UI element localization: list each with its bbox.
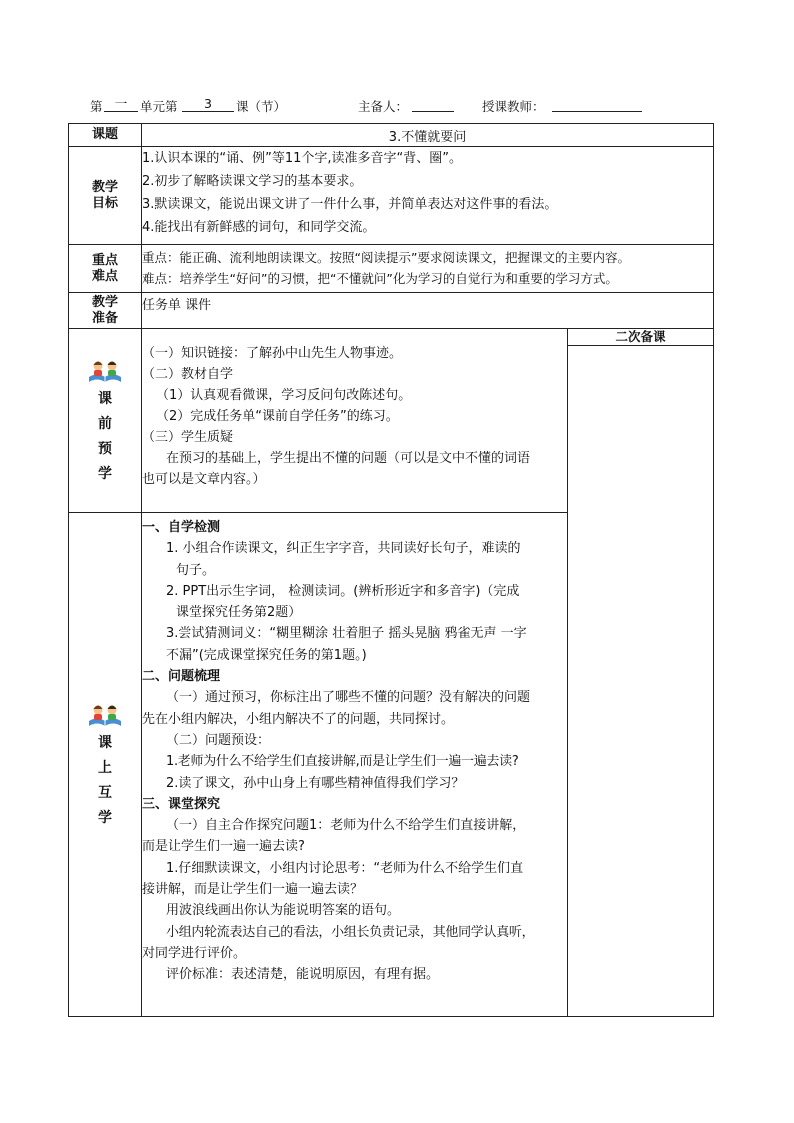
classwork-line: 小组内轮流表达自己的看法，小组长负责记录，其他同学认真听， — [166, 924, 535, 940]
preview-label — [69, 387, 141, 487]
key-row — [69, 245, 714, 293]
classwork-line: 用波浪线画出你认为能说明答案的语句。 — [166, 903, 401, 919]
prep-label — [69, 293, 142, 329]
preview-line: （1）认真观看微课，学习反问句改陈述句。 — [156, 388, 412, 403]
key-content — [142, 245, 714, 293]
section-title: 三、课堂探究 — [142, 796, 221, 812]
preview-line: 在预习的基础上，学生提出不懂的问题（可以是文中不懂的词语 — [166, 451, 531, 466]
topic-label: 课题 — [69, 124, 142, 147]
classwork-line: 先在小组内解决，小组内解决不了的问题，共同探讨。 — [142, 711, 455, 727]
preview-line: （一）知识链接：了解孙中山先生人物事迹。 — [142, 346, 403, 361]
classwork-line: （二）问题预设： — [166, 732, 271, 748]
classwork-label — [69, 731, 141, 831]
reading-kids-icon — [85, 355, 125, 385]
goals-list — [142, 147, 714, 245]
preview-line: （二）教材自学 — [142, 367, 234, 382]
teacher-blank[interactable] — [552, 97, 642, 112]
classwork-label-char: 课 — [98, 734, 112, 751]
preview-label-cell — [69, 329, 142, 513]
classwork-label-char: 上 — [98, 759, 112, 776]
goals-label-line1: 教学 — [91, 179, 118, 195]
section-title: 一、自学检测 — [142, 520, 221, 535]
preview-line: （2）完成任务单“课前自学任务”的练习。 — [156, 409, 399, 424]
lesson-suffix: 课（节） — [236, 99, 287, 114]
classwork-line: 3.尝试猜测词义：“糊里糊涂 壮着胆子 摇头晃脑 鸦雀无声 一字 — [166, 626, 527, 642]
goal-item: 1.认识本课的“诵、例”等11个字,读准多音字“背、圈”。 — [142, 151, 463, 166]
topic-row — [69, 124, 714, 147]
classwork-label-char: 学 — [98, 809, 112, 826]
prep-label-line2: 准备 — [91, 310, 118, 326]
goals-row — [69, 147, 714, 245]
goal-item: 2.初步了解略读课文学习的基本要求。 — [142, 174, 363, 189]
goal-item: 3.默读课文，能说出课文讲了一件什么事，并简单表达对这件事的看法。 — [142, 197, 558, 212]
classwork-question: 1.老师为什么不给学生们直接讲解,而是让学生们一遍一遍去读? — [166, 754, 519, 770]
page-header — [90, 97, 710, 115]
preview-label-char: 学 — [98, 465, 112, 482]
preview-row — [69, 329, 714, 513]
prep-label-line1: 教学 — [91, 294, 118, 310]
unit-prefix: 第 — [90, 99, 103, 114]
key-point: 重点：能正确、流利地朗读课文。按照“阅读提示”要求阅读课文，把握课文的主要内容。 — [142, 250, 630, 265]
classwork-line: 课堂探究任务第2题） — [176, 605, 302, 621]
teacher-label: 授课教师： — [482, 99, 545, 114]
key-label — [69, 245, 142, 293]
goals-label-line2: 目标 — [91, 195, 118, 211]
classwork-line: 而是让学生们一遍一遍去读? — [142, 839, 305, 855]
goals-label — [69, 147, 142, 245]
classwork-line: 对同学进行评价。 — [142, 945, 247, 961]
preview-label-char: 预 — [98, 440, 112, 457]
prep-row — [69, 293, 714, 329]
classwork-label-char: 互 — [98, 784, 112, 801]
goal-item: 4.能找出有新鲜感的词句，和同学交流。 — [142, 220, 376, 235]
reading-kids-icon — [85, 699, 125, 729]
unit-number: 一 — [104, 97, 138, 112]
preview-line: （三）学生质疑 — [142, 430, 234, 445]
classwork-line: 2. PPT出示生字词， 检测读词。(辨析形近字和多音字)（完成 — [166, 583, 520, 599]
classwork-line: 接讲解，而是让学生们一遍一遍去读？ — [142, 882, 364, 898]
preparer-label: 主备人： — [358, 99, 409, 114]
classwork-line: 1.仔细默读课文，小组内讨论思考：“老师为什么不给学生们直 — [166, 860, 524, 876]
preview-label-char: 课 — [98, 390, 112, 407]
classwork-line: 句子。 — [176, 562, 216, 578]
topic-title: 3.不懂就要问 — [142, 124, 714, 147]
classwork-line: 不漏”(完成课堂探究任务的第1题。) — [166, 647, 367, 663]
second-prep-cell — [568, 329, 714, 1017]
classwork-question: 2.读了课文，孙中山身上有哪些精神值得我们学习？ — [166, 775, 465, 791]
classwork-label-cell — [69, 513, 142, 1017]
lesson-plan-table — [68, 123, 714, 1017]
prep-content: 任务单 课件 — [142, 293, 714, 329]
preview-label-char: 前 — [98, 415, 112, 432]
preparer-blank[interactable] — [412, 97, 454, 112]
section-title: 二、问题梳理 — [142, 669, 221, 685]
preview-content — [142, 329, 568, 513]
second-prep-header: 二次备课 — [568, 329, 713, 346]
classwork-line: 1. 小组合作读课文，纠正生字字音，共同读好长句子，难读的 — [166, 541, 521, 557]
difficulty-point: 难点：培养学生“好问”的习惯，把“不懂就问”化为学习的自觉行为和重要的学习方式。 — [142, 271, 618, 286]
key-label-line1: 重点 — [91, 252, 118, 268]
key-label-line2: 难点 — [91, 268, 118, 284]
classwork-line: （一）通过预习，你标注出了哪些不懂的问题？没有解决的问题 — [166, 690, 531, 706]
lesson-number: 3 — [182, 97, 234, 112]
classwork-line: （一）自主合作探究问题1：老师为什么不给学生们直接讲解， — [166, 818, 526, 834]
classwork-line: 评价标准：表述清楚，能说明原因，有理有据。 — [166, 967, 440, 983]
unit-mid-text: 单元第 — [140, 99, 178, 114]
classwork-content — [142, 513, 568, 1017]
preview-line: 也可以是文章内容。） — [142, 472, 266, 487]
